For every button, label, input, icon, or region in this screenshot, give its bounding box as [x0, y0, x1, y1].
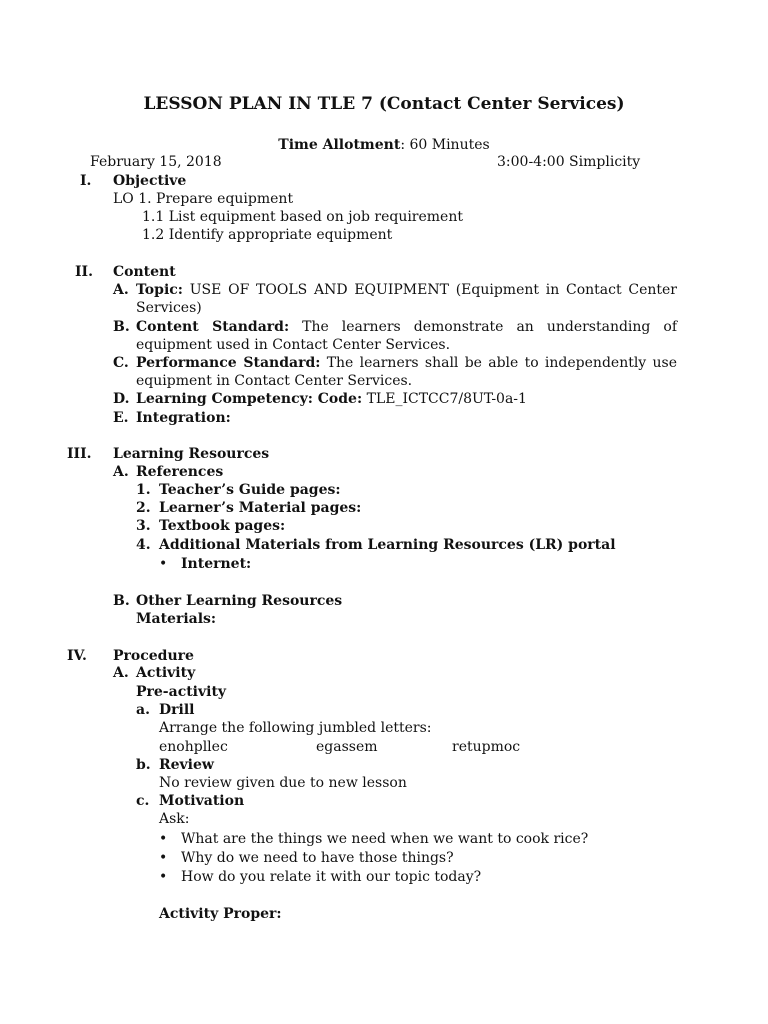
performance-standard-continued: equipment in Contact Center Services. [136, 373, 413, 389]
references-label: References [136, 464, 224, 480]
list-letter: A. [113, 665, 129, 681]
reference-item: Additional Materials from Learning Resources (LR) portal [159, 537, 616, 553]
list-number: 4. [136, 537, 151, 553]
bullet-marker: • [159, 869, 168, 885]
topic-text: USE OF TOOLS AND EQUIPMENT (Equipment in Contact Center [182, 282, 677, 298]
performance-standard [136, 354, 677, 372]
content-standard-text: The learners demonstrate an understanding of [289, 319, 677, 335]
list-letter: A. [113, 282, 129, 298]
reference-item: Teacher’s Guide pages: [159, 482, 341, 498]
motivation-question: What are the things we need when we want to cook rice? [181, 831, 589, 847]
activity-label: Activity [136, 665, 196, 681]
jumbled-word: egassem [316, 739, 378, 755]
competency-label: Learning Competency: Code: [136, 391, 363, 407]
list-letter: b. [136, 757, 151, 773]
motivation-question: Why do we need to have those things? [181, 850, 454, 866]
bullet-marker: • [159, 850, 168, 866]
list-letter: B. [113, 593, 130, 609]
content-standard-continued: equipment used in Contact Center Services. [136, 337, 451, 353]
drill-label: Drill [159, 702, 195, 718]
learning-outcome: LO 1. Prepare equipment [113, 191, 294, 207]
list-number: 2. [136, 500, 151, 516]
page-title: LESSON PLAN IN TLE 7 (Contact Center Services) [143, 94, 625, 114]
time-allotment [0, 136, 768, 154]
ask-label: Ask: [159, 811, 190, 827]
time-allotment-value: : 60 Minutes [400, 137, 490, 153]
review-text: No review given due to new lesson [159, 775, 407, 791]
performance-standard-label: Performance Standard: [136, 355, 321, 371]
section-numeral: II. [75, 264, 93, 280]
section-numeral: IV. [67, 648, 87, 664]
jumbled-word: retupmoc [452, 739, 521, 755]
content-standard-label: Content Standard: [136, 319, 290, 335]
lesson-date: February 15, 2018 [90, 154, 222, 170]
time-allotment-label: Time Allotment [278, 137, 401, 153]
section-heading-resources: Learning Resources [113, 446, 270, 462]
section-heading-procedure: Procedure [113, 648, 194, 664]
materials-label: Materials: [136, 611, 217, 627]
jumbled-word: enohpllec [159, 739, 228, 755]
objective-item: 1.2 Identify appropriate equipment [142, 227, 393, 243]
integration-label: Integration: [136, 410, 231, 426]
list-letter: c. [136, 793, 150, 809]
list-letter: A. [113, 464, 129, 480]
list-letter: B. [113, 319, 130, 335]
list-letter: C. [113, 355, 129, 371]
section-heading-content: Content [113, 264, 176, 280]
list-number: 3. [136, 518, 151, 534]
reference-item: Textbook pages: [159, 518, 286, 534]
competency-code: TLE_ICTCC7/8UT-0a-1 [362, 391, 527, 407]
bullet-marker: • [159, 556, 168, 572]
section-numeral: III. [67, 446, 92, 462]
drill-instruction: Arrange the following jumbled letters: [159, 720, 432, 736]
content-topic [136, 281, 677, 299]
performance-standard-text: The learners shall be able to independently use [320, 355, 677, 371]
list-letter: D. [113, 391, 130, 407]
list-letter: E. [113, 410, 129, 426]
motivation-question: How do you relate it with our topic today? [181, 869, 482, 885]
pre-activity-label: Pre-activity [136, 684, 227, 700]
section-heading-objective: Objective [113, 173, 187, 189]
other-resources-label: Other Learning Resources [136, 593, 343, 609]
motivation-label: Motivation [159, 793, 245, 809]
content-standard [136, 318, 677, 336]
lesson-schedule: 3:00-4:00 Simplicity [497, 154, 641, 170]
list-number: 1. [136, 482, 151, 498]
review-label: Review [159, 757, 214, 773]
learning-competency [136, 390, 527, 408]
internet-label: Internet: [181, 556, 252, 572]
topic-text-continued: Services) [136, 300, 202, 316]
topic-label: Topic: [136, 282, 183, 298]
bullet-marker: • [159, 831, 168, 847]
section-numeral: I. [80, 173, 92, 189]
activity-proper-label: Activity Proper: [159, 906, 282, 922]
objective-item: 1.1 List equipment based on job requirement [142, 209, 463, 225]
list-letter: a. [136, 702, 150, 718]
reference-item: Learner’s Material pages: [159, 500, 362, 516]
